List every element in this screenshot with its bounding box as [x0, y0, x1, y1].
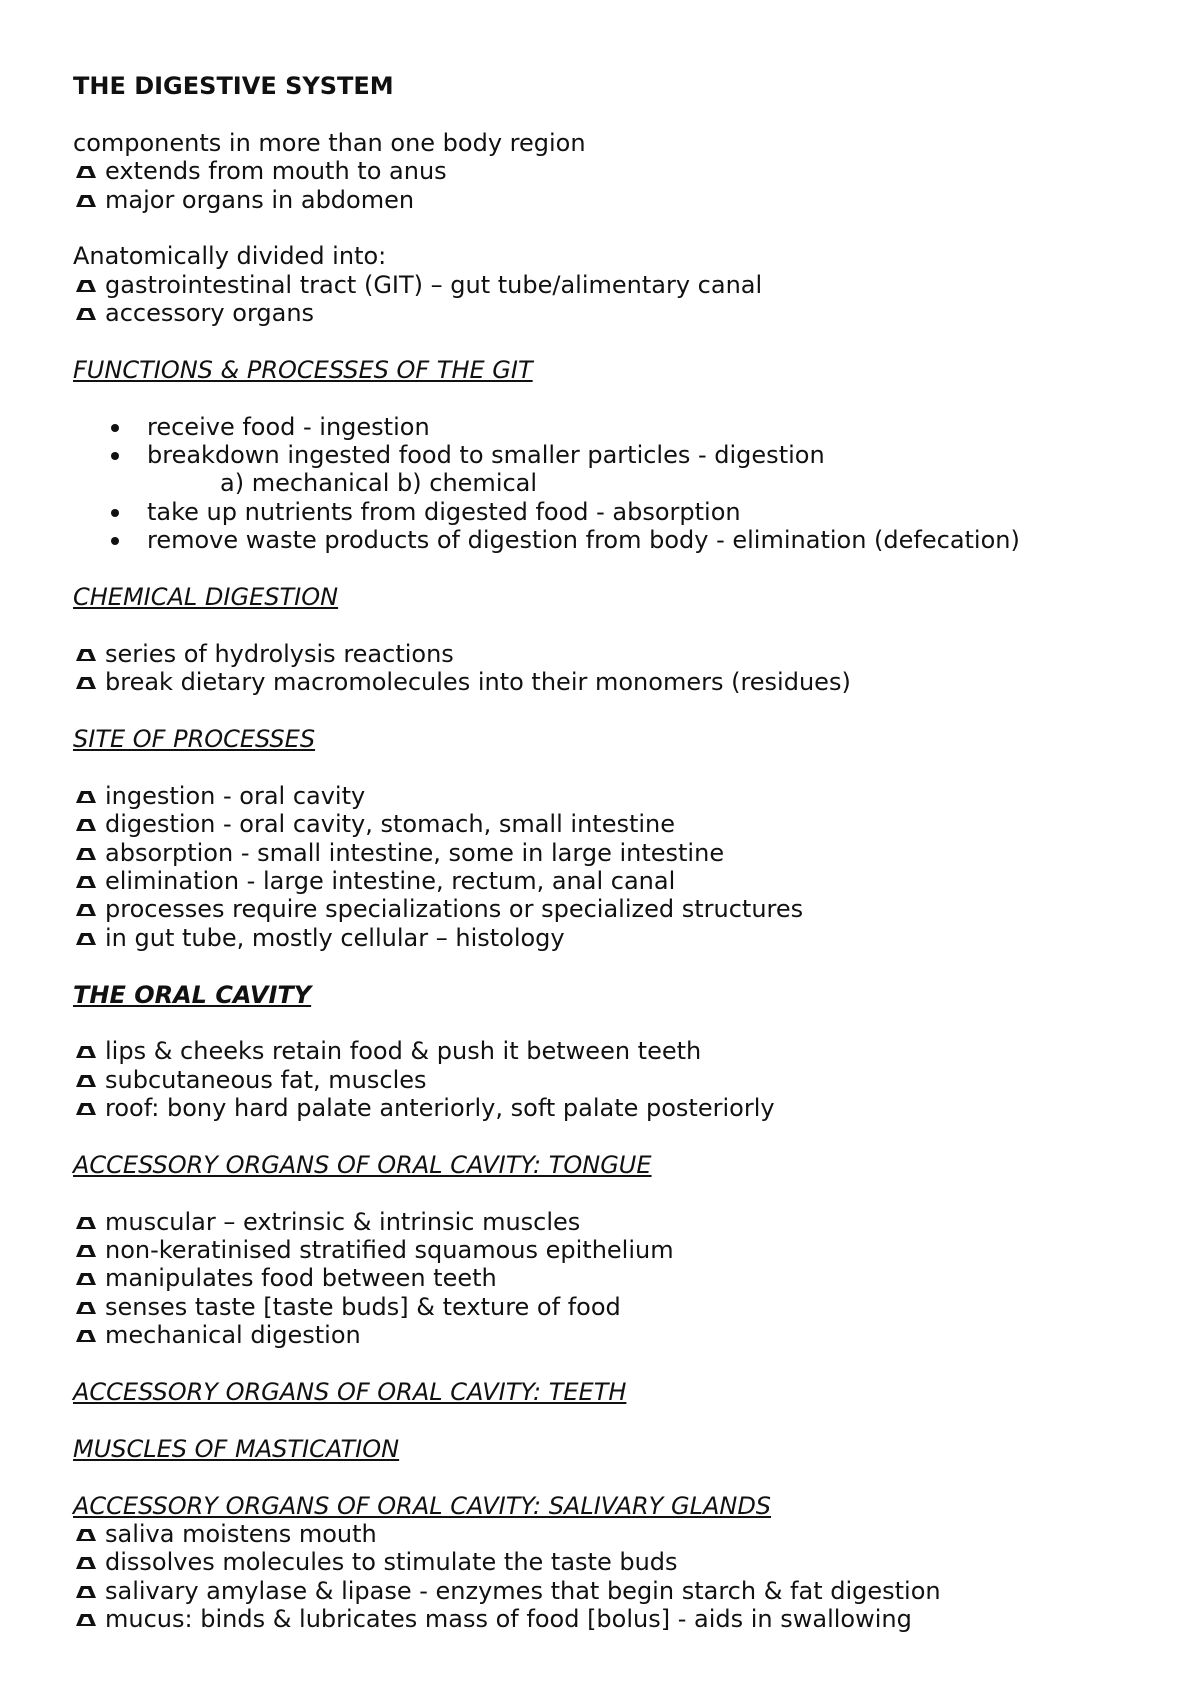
document-page: [73, 72, 1153, 1633]
arrow-bullet-icon: [75, 279, 97, 293]
arrow-bullet-icon: [75, 790, 97, 804]
bullet-item: take up nutrients from digested food - absorption: [73, 498, 1153, 526]
arrow-bullet-icon: [75, 1074, 97, 1088]
arrow-bullet-icon: [75, 1272, 97, 1286]
list-item: elimination - large intestine, rectum, anal canal: [73, 867, 1153, 895]
arrow-bullet-icon: [75, 1301, 97, 1315]
list-item: gastrointestinal tract (GIT) – gut tube/alimentary canal: [73, 271, 1153, 299]
list-item: manipulates food between teeth: [73, 1264, 1153, 1292]
list-item: mucus: binds & lubricates mass of food [bolus] - aids in swallowing: [73, 1605, 1153, 1633]
list-item: ingestion - oral cavity: [73, 782, 1153, 810]
arrow-bullet-icon: [75, 1102, 97, 1116]
section-heading-mastication: MUSCLES OF MASTICATION: [73, 1434, 400, 1463]
list-item: extends from mouth to anus: [73, 157, 1153, 185]
bullet-item: receive food - ingestion: [73, 413, 1153, 441]
section-heading-salivary-glands: ACCESSORY ORGANS OF ORAL CAVITY: SALIVARY GLANDS: [73, 1491, 772, 1520]
arrow-bullet-icon: [75, 1613, 97, 1627]
list-item: subcutaneous fat, muscles: [73, 1066, 1153, 1094]
arrow-bullet-icon: [75, 875, 97, 889]
arrow-bullet-icon: [75, 676, 97, 690]
arrow-bullet-icon: [75, 1045, 97, 1059]
arrow-bullet-icon: [75, 847, 97, 861]
list-item: roof: bony hard palate anteriorly, soft palate posteriorly: [73, 1094, 1153, 1122]
arrow-bullet-icon: [75, 903, 97, 917]
arrow-bullet-icon: [75, 1244, 97, 1258]
arrow-bullet-icon: [75, 818, 97, 832]
section-heading-teeth: ACCESSORY ORGANS OF ORAL CAVITY: TEETH: [73, 1377, 627, 1406]
list-item: series of hydrolysis reactions: [73, 640, 1153, 668]
arrow-bullet-icon: [75, 1329, 97, 1343]
arrow-bullet-icon: [75, 165, 97, 179]
list-item: non-keratinised stratified squamous epithelium: [73, 1236, 1153, 1264]
list-item: dissolves molecules to stimulate the taste buds: [73, 1548, 1153, 1576]
list-item: accessory organs: [73, 299, 1153, 327]
section-heading-tongue: ACCESSORY ORGANS OF ORAL CAVITY: TONGUE: [73, 1150, 652, 1179]
list-item: lips & cheeks retain food & push it between teeth: [73, 1037, 1153, 1065]
list-item: muscular – extrinsic & intrinsic muscles: [73, 1208, 1153, 1236]
disc-bullet-icon: [111, 537, 119, 545]
arrow-bullet-icon: [75, 1528, 97, 1542]
arrow-bullet-icon: [75, 1216, 97, 1230]
arrow-bullet-icon: [75, 307, 97, 321]
divisions-text: Anatomically divided into:: [73, 242, 387, 271]
list-item: major organs in abdomen: [73, 186, 1153, 214]
disc-bullet-icon: [111, 452, 119, 460]
arrow-bullet-icon: [75, 932, 97, 946]
digestion-subtypes: a) mechanical b) chemical: [220, 469, 538, 498]
list-item: mechanical digestion: [73, 1321, 1153, 1349]
bullet-item: remove waste products of digestion from body - elimination (defecation): [73, 526, 1153, 554]
arrow-bullet-icon: [75, 648, 97, 662]
list-item: salivary amylase & lipase - enzymes that begin starch & fat digestion: [73, 1577, 1153, 1605]
arrow-bullet-icon: [75, 1556, 97, 1570]
section-heading-functions: FUNCTIONS & PROCESSES OF THE GIT: [73, 355, 533, 384]
arrow-bullet-icon: [75, 194, 97, 208]
list-item: digestion - oral cavity, stomach, small intestine: [73, 810, 1153, 838]
list-item: saliva moistens mouth: [73, 1520, 1153, 1548]
disc-bullet-icon: [111, 509, 119, 517]
list-item: senses taste [taste buds] & texture of food: [73, 1293, 1153, 1321]
bullet-item: breakdown ingested food to smaller particles - digestion: [73, 441, 1153, 469]
disc-bullet-icon: [111, 424, 119, 432]
intro-text: components in more than one body region: [73, 128, 586, 157]
section-heading-site-of-processes: SITE OF PROCESSES: [73, 724, 316, 753]
list-item: break dietary macromolecules into their monomers (residues): [73, 668, 1153, 696]
list-item: absorption - small intestine, some in large intestine: [73, 839, 1153, 867]
section-heading-oral-cavity: THE ORAL CAVITY: [73, 980, 312, 1009]
document-title: THE DIGESTIVE SYSTEM: [73, 72, 394, 100]
arrow-bullet-icon: [75, 1585, 97, 1599]
list-item: processes require specializations or specialized structures: [73, 895, 1153, 923]
section-heading-chemical-digestion: CHEMICAL DIGESTION: [73, 583, 339, 612]
list-item: in gut tube, mostly cellular – histology: [73, 924, 1153, 952]
